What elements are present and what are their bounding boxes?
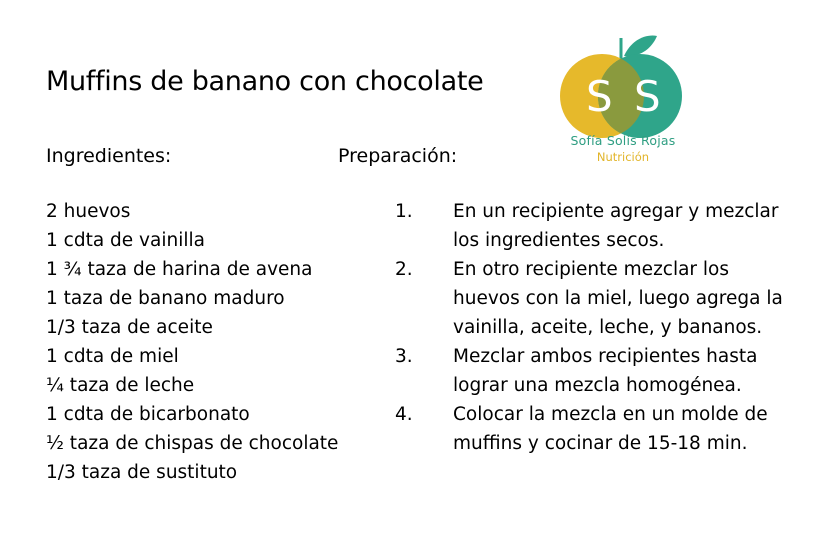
step-number: 1. — [395, 201, 413, 222]
step-number: 2. — [395, 259, 413, 280]
ingredient-item: ½ taza de chispas de chocolate — [46, 433, 339, 454]
step-item — [395, 400, 815, 458]
leaf-icon — [624, 36, 657, 57]
ingredient-item: 1 cdta de miel — [46, 346, 179, 367]
ingredients-list — [46, 197, 338, 487]
ingredient-item: 1 cdta de bicarbonato — [46, 404, 250, 425]
step-number: 4. — [395, 404, 413, 425]
ingredient-item: 2 huevos — [46, 201, 131, 222]
ingredient-item: ¼ taza de leche — [46, 375, 195, 396]
step-item — [395, 342, 815, 400]
ingredient-item: 1/3 taza de aceite — [46, 317, 213, 338]
step-item — [395, 197, 815, 255]
preparation-label: Preparación: — [338, 145, 458, 167]
preparation-steps — [395, 197, 815, 458]
step-text: Mezclar ambos recipientes hasta lograr una mezcla homogénea. — [453, 346, 758, 396]
ingredient-item: 1 cdta de vainilla — [46, 230, 205, 251]
ingredient-item: 1/3 taza de sustituto — [46, 462, 238, 483]
ingredient-item: 1 taza de banano maduro — [46, 288, 285, 309]
logo-letter-left: S — [586, 72, 613, 121]
step-item — [395, 255, 815, 342]
step-text: En un recipiente agregar y mezclar los ingredientes secos. — [453, 201, 779, 251]
step-text: Colocar la mezcla en un molde de muffins y cocinar de 15-18 min. — [453, 404, 768, 454]
step-text: En otro recipiente mezclar los huevos con la miel, luego agrega la vainilla, aceite, leche, y bananos. — [453, 259, 783, 338]
brand-name: Sofía Solís Rojas — [570, 133, 676, 148]
ingredients-label: Ingredientes: — [46, 145, 172, 167]
logo-letter-right: S — [634, 72, 661, 121]
page-title: Muffins de banano con chocolate — [46, 66, 484, 97]
brand-subtitle: Nutrición — [596, 150, 650, 164]
step-number: 3. — [395, 346, 413, 367]
ingredient-item: 1 ¾ taza de harina de avena — [46, 259, 313, 280]
